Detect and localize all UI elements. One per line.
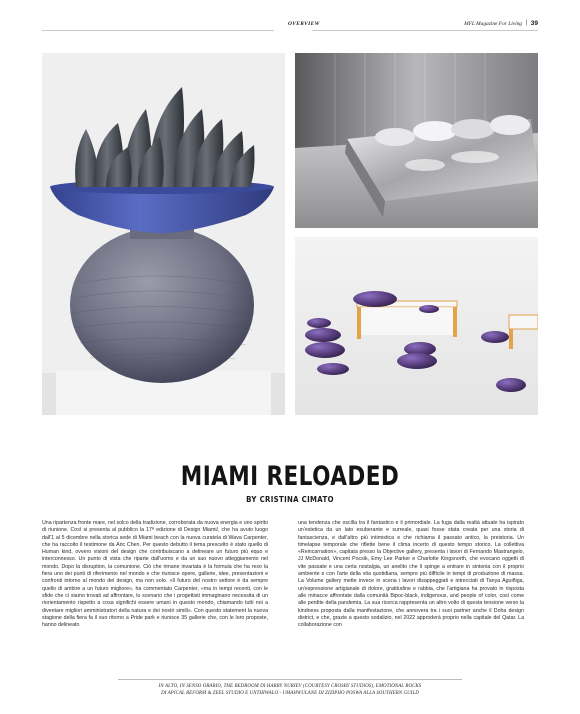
caption-line-1: IN ALTO, IN SENSO ORARIO, THE BEDROOM DI HARRY NURIEV (COURTESY CROSBY STUDIOS), EMOTIONAL ROCKS: [158, 684, 422, 689]
article-body-right: una tendenza che oscilla tra il fantastico e il primordiale. La fuga dalla realtà attuale ha ispirato un'estetica da un lato esuberante e surreale, quasi fosse stata creata per una storia di fantascienza, e dall'altro più intimistica e che richiama il passato antico, la preistoria. Un timelapse temporale che riflette bene il clima incerto di questo tempo storico. La collettiva «Reincarnation», capitata presso la Objective gallery, presenta i lavori di Fernando Mastrangelo, JJ McDonald, Vincent Pocsik, Emy Lee Parker e Charlotte Kingsnorth, che evocano oggetti di vite passate e una certa nostalgia, un anelito che li spinge a entrare in sintonia con il proprio ambiente e con l'arte della vita quotidiana, sempre più difficile in tempi di produzione di massa. La Volume gallery mette invece in scena i lavori disappeggiati e intrecciati di Tanya Aguiñiga, un'espressione artigianale di dolore, gratitudine e rabbia, che l'artigiana ha provato in risposta alle minacce affrontate dalla comunità Bipoc-black, indigenous, and people of color, così come alle perdite della pandemia. La sua ricerca rappresenta un altro volto di questa tensione verso la kindness proposta dalla manifestazione, che annovera tra i suoi partner anche il Doha design district, e che, grazie a questo sodalizio, nel 2022 approderà proprio nella capitale del Qatar. La collaborazione con: [298, 520, 524, 629]
header-rule-left: [42, 30, 274, 31]
photo-caption: [100, 683, 480, 697]
article-body-left: Una ripartenza fronte mare, nel solco della tradizione, corroborata da nuova energia e uno spirito di riunione. Così si presenta al pubblico la 17ª edizione di Design Miami/, che ha avuto luogo dall'1 al 5 dicembre nella storica sede di Miami beach con la nuova curatela di Wava Carpenter, che ha raccolto il testimone da Aric Chen. Per questo debutto il tema prescelto è stato quello di Human kind, ovvero visioni del design che contribuiscano a delineare un futuro più equo e interconnesso. Un punto di vista che riparte dall'uomo e da un suo nuovo atteggiamento nel mondo. Dopo la disruption, la comunione. Ciò che rimane invariata è la formula che ha reso la fiera uno dei punti di riferimento nel mondo e che riunisce opere, gallerie, idee, presentazioni e confronti intorno al mondo del design, ma non solo. «Il futuro del nostro settore è da sempre quello di ambire a un futuro migliore», ha commentato Carpenter, «ma in tempi recenti, con le sfide che ci siamo trovati ad affrontare, lo scenario che i progettisti immaginano necessita di un riorientamento rispetto a cosa significhi essere umani in questo mondo, chiamando tutti noi a diventare migliori amministratori della natura e dei nostri simili». Con questo statement la nuova stagione della fiera fa il suo ritorno a Pride park e riunisce 35 gallerie che, con le loro proposte, hanno delineato: [42, 520, 268, 629]
article-title: MIAMI RELOADED: [180, 461, 400, 492]
header-separator: |: [525, 20, 527, 26]
magazine-name: MFL Magazine For Living: [464, 21, 522, 27]
page-number: 39: [530, 20, 538, 27]
vase-photo: [42, 53, 285, 415]
bedroom-photo: [295, 53, 538, 228]
caption-line-2: DI APICAL REFORM & ZEEL STUDIO E UNTHIWALO - UMAHWULANE DI ZIZIPHO POSWA ALLA SOUTHERN GUILD: [161, 691, 419, 697]
caption-rule: [118, 679, 462, 680]
article-byline: BY CRISTINA CIMATO: [246, 494, 334, 504]
header-rule-right: [312, 30, 538, 31]
pebbles-photo: [295, 237, 538, 415]
section-label: OVERVIEW: [288, 21, 320, 27]
